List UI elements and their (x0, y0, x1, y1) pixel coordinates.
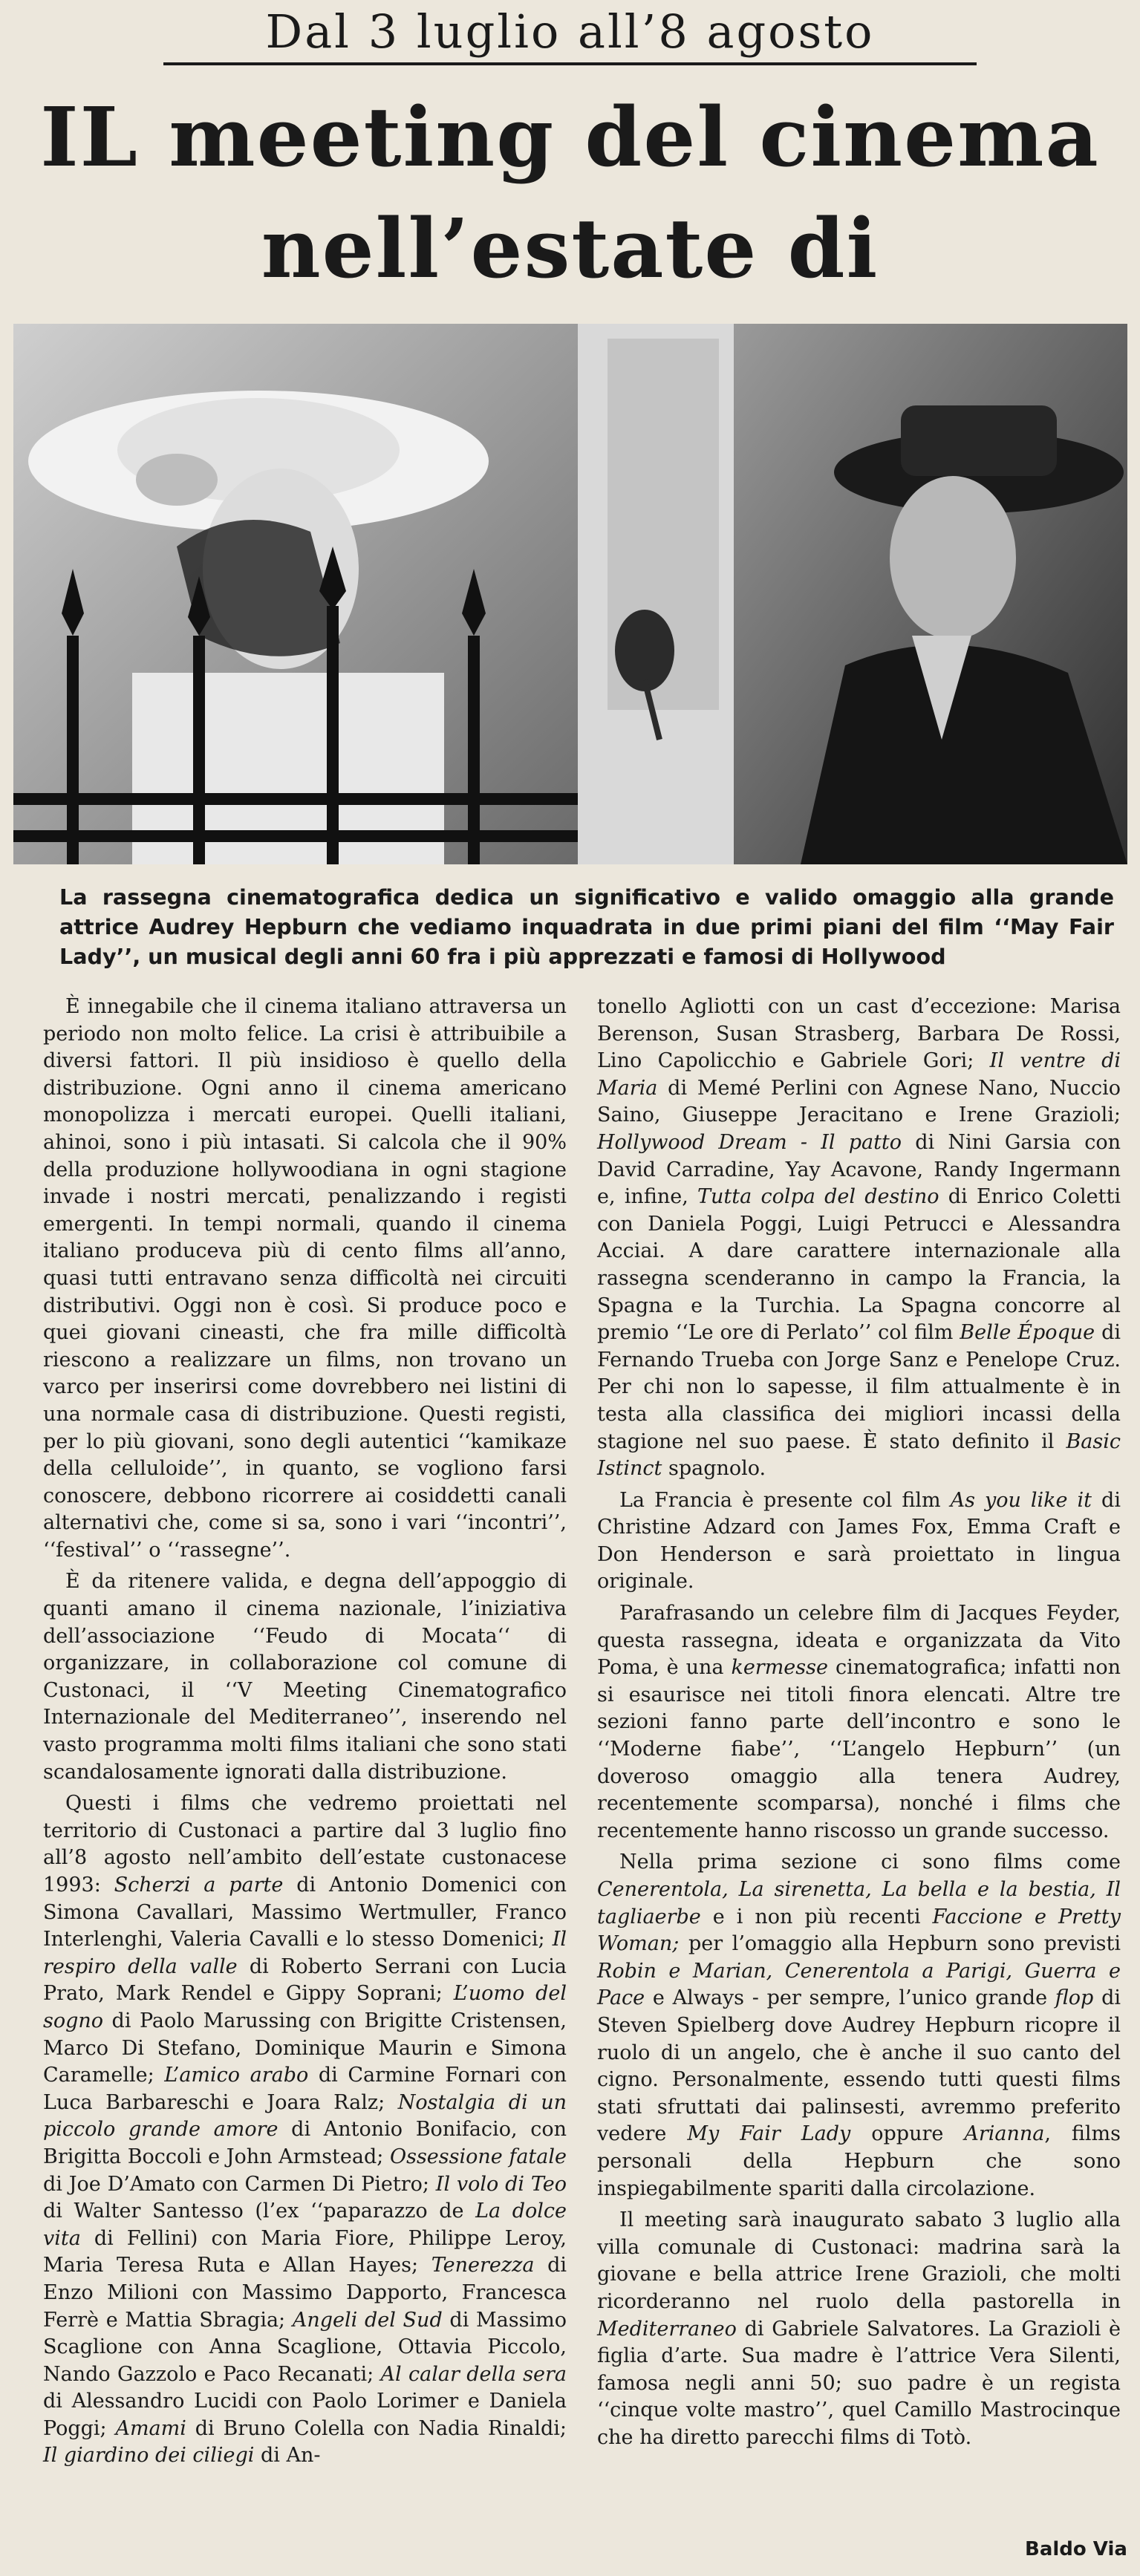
paragraph (597, 994, 1121, 1483)
film-title: Il respiro della valle (43, 1928, 567, 1978)
text-run: di Carmine Fornari con Luca Barbareschi e Joara Ralz; (43, 2064, 567, 2114)
text-run: di Nini Garsia con David Carradine, Yay Acavone, Randy Ingermann e, infine, (597, 1130, 1121, 1209)
film-title: Angeli del Sud (292, 2308, 443, 2332)
text-run: oppure (850, 2122, 965, 2146)
film-title: Faccione e Pretty Woman; (597, 1905, 1121, 1956)
film-title: La dolce vita (43, 2200, 567, 2250)
photo-caption: La rassegna cinematografica dedica un significativo e valido omaggio alla grande attrice Audrey Hepburn che vediamo inquadrata in due primi piani del film ‘‘May Fair Lady’’, un musical degli anni 60 fra i più apprezzati e famosi di Hollywood (59, 884, 1114, 969)
column-left (43, 994, 567, 2470)
byline: Baldo Via (1025, 2538, 1127, 2560)
text-run: per l’omaggio alla Hepburn sono previsti (679, 1932, 1121, 1956)
film-title: Il ventre di Maria (597, 1049, 1121, 1100)
kicker-rule (163, 62, 977, 65)
headline-line-2: nell’estate di (261, 200, 879, 296)
text-run: di Enrico Coletti con Daniela Poggi, Luigi Petrucci e Alessandra Acciai. A dare carattere internazionale alla rassegna scenderanno in campo la Francia, la Spagna e la Turchia. La Spagna concorre al premio ‘‘Le ore di Perlato’’ col film (597, 1185, 1121, 1345)
film-title: Amami (115, 2416, 186, 2440)
text-run: di Antonio Domenici con Simona Cavallari, Massimo Wertmuller, Franco Interlenghi, Valeria Cavalli e lo stesso Domenici; (43, 1874, 567, 1951)
film-title: Hollywood Dream - Il patto (597, 1130, 902, 1154)
film-title: Belle Époque (960, 1321, 1095, 1345)
text-run: e Always - per sempre, l’unico grande (645, 1986, 1055, 2010)
text-run: di Memé Perlini con Agnese Nano, Nuccio Saino, Giuseppe Jeracitano e Irene Grazioli; (597, 1076, 1121, 1127)
text-run: di Walter Santesso (l’ex ‘‘paparazzo de (43, 2200, 476, 2223)
text-run: di Fellini) con Maria Fiore, Philippe Leroy, Maria Teresa Ruta e Allan Hayes; (43, 2226, 567, 2277)
film-title: Cenerentola, La sirenetta, La bella e la bestia, Il tagliaerbe (597, 1878, 1121, 1928)
text-run: di Paolo Marussing con Brigitte Cristensen, Marco Di Stefano, Dominique Maurin e Simona Caramelle; (43, 2009, 567, 2087)
text-run: Questi i films che vedremo proiettati nel territorio di Custonaci a partire dal 3 luglio fino all’8 agosto nell’ambito dell’estate custonacese 1993: (43, 1792, 567, 1897)
kicker: Dal 3 luglio all’8 agosto (265, 4, 875, 59)
text-run: spagnolo. (662, 1457, 766, 1481)
paragraph (597, 1600, 1121, 1845)
text-run: di Christine Adzard con James Fox, Emma Craft e Don Henderson e sarà proiettato in lingua originale. (597, 1488, 1121, 1594)
film-title: Tutta colpa del destino (697, 1185, 939, 1209)
film-title: L’amico arabo (164, 2064, 309, 2087)
film-title: Basic Istinct (597, 1429, 1121, 1481)
film-title: Nostalgia di un piccolo grande amore (43, 2090, 567, 2142)
film-title: Il volo di Teo (435, 2172, 567, 2196)
text-run: tonello Agliotti con un cast d’eccezione: Marisa Berenson, Susan Strasberg, Barbara De Rossi, Lino Capolicchio e Gabriele Gori; (597, 995, 1121, 1073)
text-run: , films personali della Hepburn che sono inspiegabilmente spariti dalla circolazione. (597, 2122, 1121, 2200)
film-title: As you like it (950, 1488, 1092, 1512)
text-run: di An- (254, 2444, 321, 2468)
photo-illustration (13, 324, 1127, 864)
paragraph (597, 2207, 1121, 2451)
text-run: di Roberto Serrani con Lucia Prato, Mark Rendel e Gippy Soprani; (43, 1954, 567, 2006)
text-run: e i non più recenti (700, 1905, 933, 1928)
paragraph: È innegabile che il cinema italiano attraversa un periodo non molto felice. La crisi è attribuibile a diversi fattori. Il più insidioso è quello della distribuzione. Ogni anno il cinema americano monopolizza i mercati europei. Quelli italiani, ahinoi, sono i più intasati. Si calcola che il 90% della produzione hollywoodiana in ogni stagione invade i nostri mercati, penalizzando i registi emergenti. In tempi normali, quando il cinema italiano produceva più di cento films all’anno, quasi tutti entravano senza difficoltà nei circuiti distributivi. Oggi non è così. Si produce poco e quei giovani cineasti, che fra mille difficoltà riescono a realizzare un films, non trovano un varco per inserirsi come dovrebbero nei listini di una normale casa di distribuzione. Questi registi, per lo più giovani, sono degli autentici ‘‘kamikaze della celluloide’’, in quanto, se vogliono farsi conoscere, debbono ricorrere ai cosiddetti canali alternativi che, come si sa, sono i vari ‘‘incontri’’, ‘‘festival’’ o ‘‘rassegne’’. (43, 995, 567, 1562)
text-run: di Antonio Bonifacio, con Brigitta Boccoli e John Armstead; (43, 2118, 567, 2168)
text-run: di Enzo Milioni con Massimo Dapporto, Francesca Ferrè e Mattia Sbragia; (43, 2254, 567, 2332)
film-title: My Fair Lady (687, 2122, 851, 2146)
paragraph (43, 1790, 567, 2470)
film-title: Ossessione fatale (389, 2145, 567, 2168)
text-run: di Alessandro Lucidi con Paolo Lorimer e Daniela Poggi; (43, 2390, 567, 2440)
emphasis: kermesse (731, 1656, 828, 1680)
emphasis: flop (1055, 1986, 1094, 2010)
paragraph: È da ritenere valida, e degna dell’appoggio di quanti amano il cinema nazionale, l’iniziativa dell’associazione ‘‘Feudo di Mocata‘‘ di organizzare, in collaborazione col comune di Custonaci, il ‘‘V Meeting Cinematografico Internazionale del Mediterraneo’’, inserendo nel vasto programma molti films italiani che sono stati scandalosamente ignorati dalla distribuzione. (43, 1570, 567, 1784)
text-run: di Massimo Scaglione con Anna Scaglione, Ottavia Piccolo, Nando Gazzolo e Paco Recanati; (43, 2308, 567, 2386)
film-title: Il giardino dei ciliegi (43, 2444, 255, 2468)
text-run: di Bruno Colella con Nadia Rinaldi; (186, 2416, 567, 2440)
film-title: Scherzi a parte (114, 1874, 284, 1897)
film-title: Tenerezza (431, 2254, 535, 2277)
text-run: La Francia è presente col film (619, 1488, 951, 1512)
text-run: cinematografica; infatti non si esaurisce nei titoli finora elencati. Altre tre sezioni fanno parte dell’incontro e sono le ‘‘Moderne fiabe’’, ‘‘L’angelo Hepburn’’ (un doveroso omaggio alla tenera Audrey, recentemente scomparsa), nonché i films che recentemente hanno riscosso un grande successo. (597, 1656, 1121, 1842)
headline-line-1: IL meeting del cinema (40, 89, 1100, 185)
paragraph (597, 1849, 1121, 2202)
paragraph (597, 1487, 1121, 1596)
text-run: Nella prima sezione ci sono films come (619, 1851, 1121, 1874)
text-run: Il meeting sarà inaugurato sabato 3 luglio alla villa comunale di Custonaci: madrina sarà la giovane e bella attrice Irene Grazioli, che molti ricorderanno nel ruolo della pastorella in (597, 2208, 1121, 2313)
article-photo (13, 324, 1127, 864)
column-right (597, 994, 1121, 2451)
film-title: Arianna (964, 2122, 1045, 2146)
text-run: di Gabriele Salvatores. La Grazioli è figlia d’arte. Sua madre è l’attrice Vera Silenti, famosa negli anni 50; suo padre è un regista ‘‘cinque volte mastro’’, quel Camillo Mastrocinque che ha diretto parecchi films di Totò. (597, 2317, 1121, 2449)
text-run: di Joe D’Amato con Carmen Di Pietro; (43, 2172, 436, 2196)
film-title: Robin e Marian, Cenerentola a Parigi, Guerra e Pace (597, 1959, 1121, 2010)
film-title: Mediterraneo (597, 2317, 737, 2341)
text-run: di Fernando Trueba con Jorge Sanz e Penelope Cruz. Per chi non lo sapesse, il film attualmente è in testa alla classifica dei migliori incassi della stagione nel suo paese. È stato definito il (597, 1321, 1121, 1453)
text-run: Parafrasando un celebre film di Jacques Feyder, questa rassegna, ideata e organizzata da Vito Poma, è una (597, 1602, 1121, 1680)
text-run: di Steven Spielberg dove Audrey Hepburn ricopre il ruolo di un angelo, che è anche il suo canto del cigno. Personalmente, essendo tutti questi films stati sfruttati dai palinsesti, avremmo preferito vedere (597, 1986, 1121, 2146)
film-title: Al calar della sera (380, 2362, 567, 2386)
film-title: L’uomo del sogno (43, 1982, 567, 2032)
